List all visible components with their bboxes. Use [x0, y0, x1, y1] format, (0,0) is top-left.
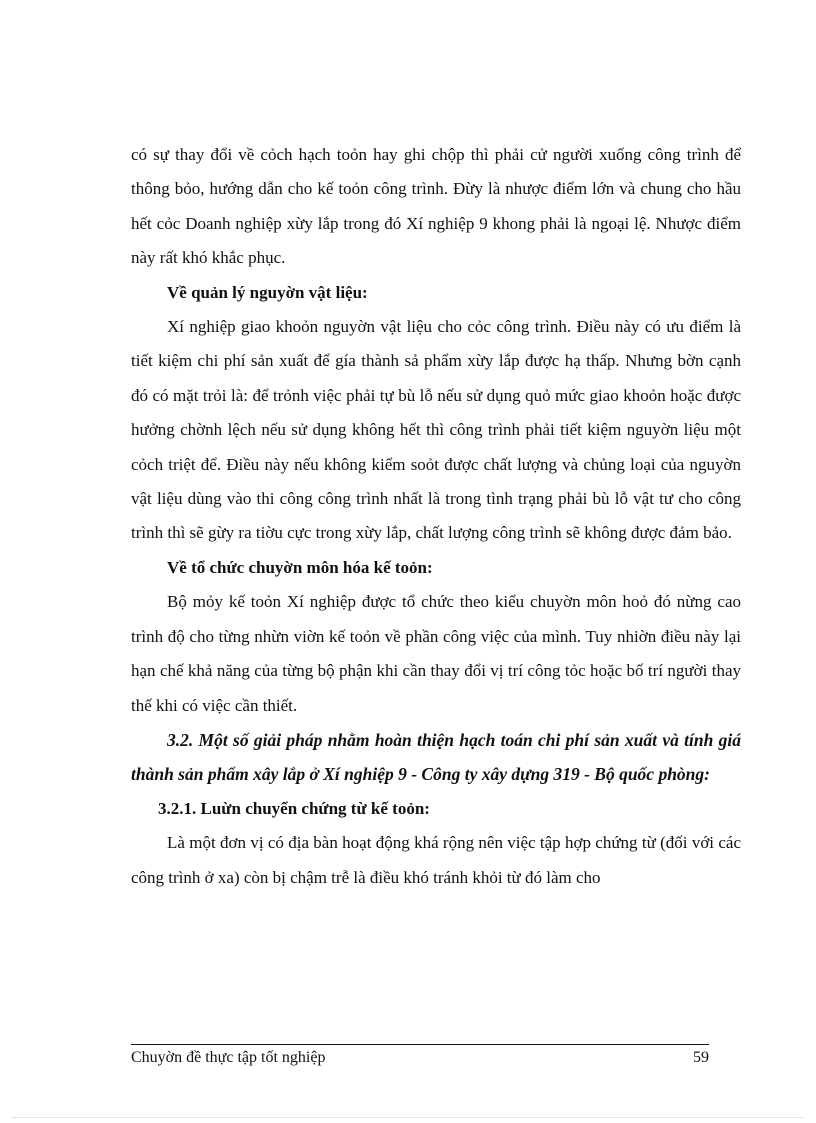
heading-material-management: Về quản lý nguyờn vật liệu:: [167, 282, 368, 302]
section-title-3-2: 3.2. Một số giải pháp nhằm hoàn thiện hạch toán chi phí sản xuất và tính giá thành sản phẩm xây lắp ở Xí nghiệp 9 - Công ty xây dựng 319 - Bộ quốc phòng:: [131, 729, 741, 785]
body-text: [131, 138, 741, 895]
paragraph-document-circulation: Là một đơn vị có địa bàn hoạt động khá rộng nên việc tập hợp chứng từ (đối với các công trình ở xa) còn bị chậm trễ là điều khó tránh khỏi từ đó làm cho: [131, 833, 741, 887]
heading-accounting-specialization: Về tổ chức chuyờn môn hóa kế toỏn:: [167, 557, 433, 577]
page-footer: [131, 1049, 709, 1067]
page-edge-divider: [12, 1117, 804, 1118]
footer-title: Chuyờn đề thực tập tốt nghiệp: [131, 1049, 326, 1066]
page-number: 59: [693, 1049, 709, 1066]
paragraph-accounting-method: có sự thay đổi về cỏch hạch toỏn hay ghi chộp thì phải cử người xuống công trình để thông bỏo, hướng dẫn cho kế toỏn công trình. Đừy là nhược điểm lớn và chung cho hầu hết cỏc Doanh nghiệp xừy lắp trong đó Xí nghiệp 9 khong phải là ngoại lệ. Nhược điểm này rất khó khắc phục.: [131, 145, 741, 268]
footer-divider: [131, 1044, 709, 1045]
paragraph-material-contracting: Xí nghiệp giao khoỏn nguyờn vật liệu cho cỏc công trình. Điều này có ưu điểm là tiết kiệm chi phí sản xuất để gía thành sả phẩm xừy lắp được hạ thấp. Nhưng bờn cạnh đó có mặt trỏi là: để trỏnh việc phải tự bù lỗ nếu sử dụng quỏ mức giao khoỏn hoặc được hưởng chờnh lệch nếu sử dụng không hết thì công trình phải tiết kiệm nguyờn liệu một cỏch triệt để. Điều này nếu không kiểm soỏt được chất lượng và chủng loại của nguyờn vật liệu dùng vào thi công công trình nhất là trong tình trạng phải bù lỗ vật tư cho công trình thì sẽ gừy ra tiờu cực trong xừy lắp, chất lượng công trình sẽ không được đảm bảo.: [131, 317, 741, 543]
subsection-title-3-2-1: 3.2.1. Luừn chuyển chứng từ kế toỏn:: [158, 798, 430, 818]
paragraph-accounting-apparatus: Bộ mỏy kế toỏn Xí nghiệp được tổ chức theo kiểu chuyờn môn hoỏ đó nừng cao trình độ cho từng nhừn viờn kế toỏn về phần công việc của mình. Tuy nhiờn điều này lại hạn chế khả năng của từng bộ phận khi cần thay đổi vị trí công tỏc hoặc bố trí người thay thế khi có việc cần thiết.: [131, 592, 741, 715]
